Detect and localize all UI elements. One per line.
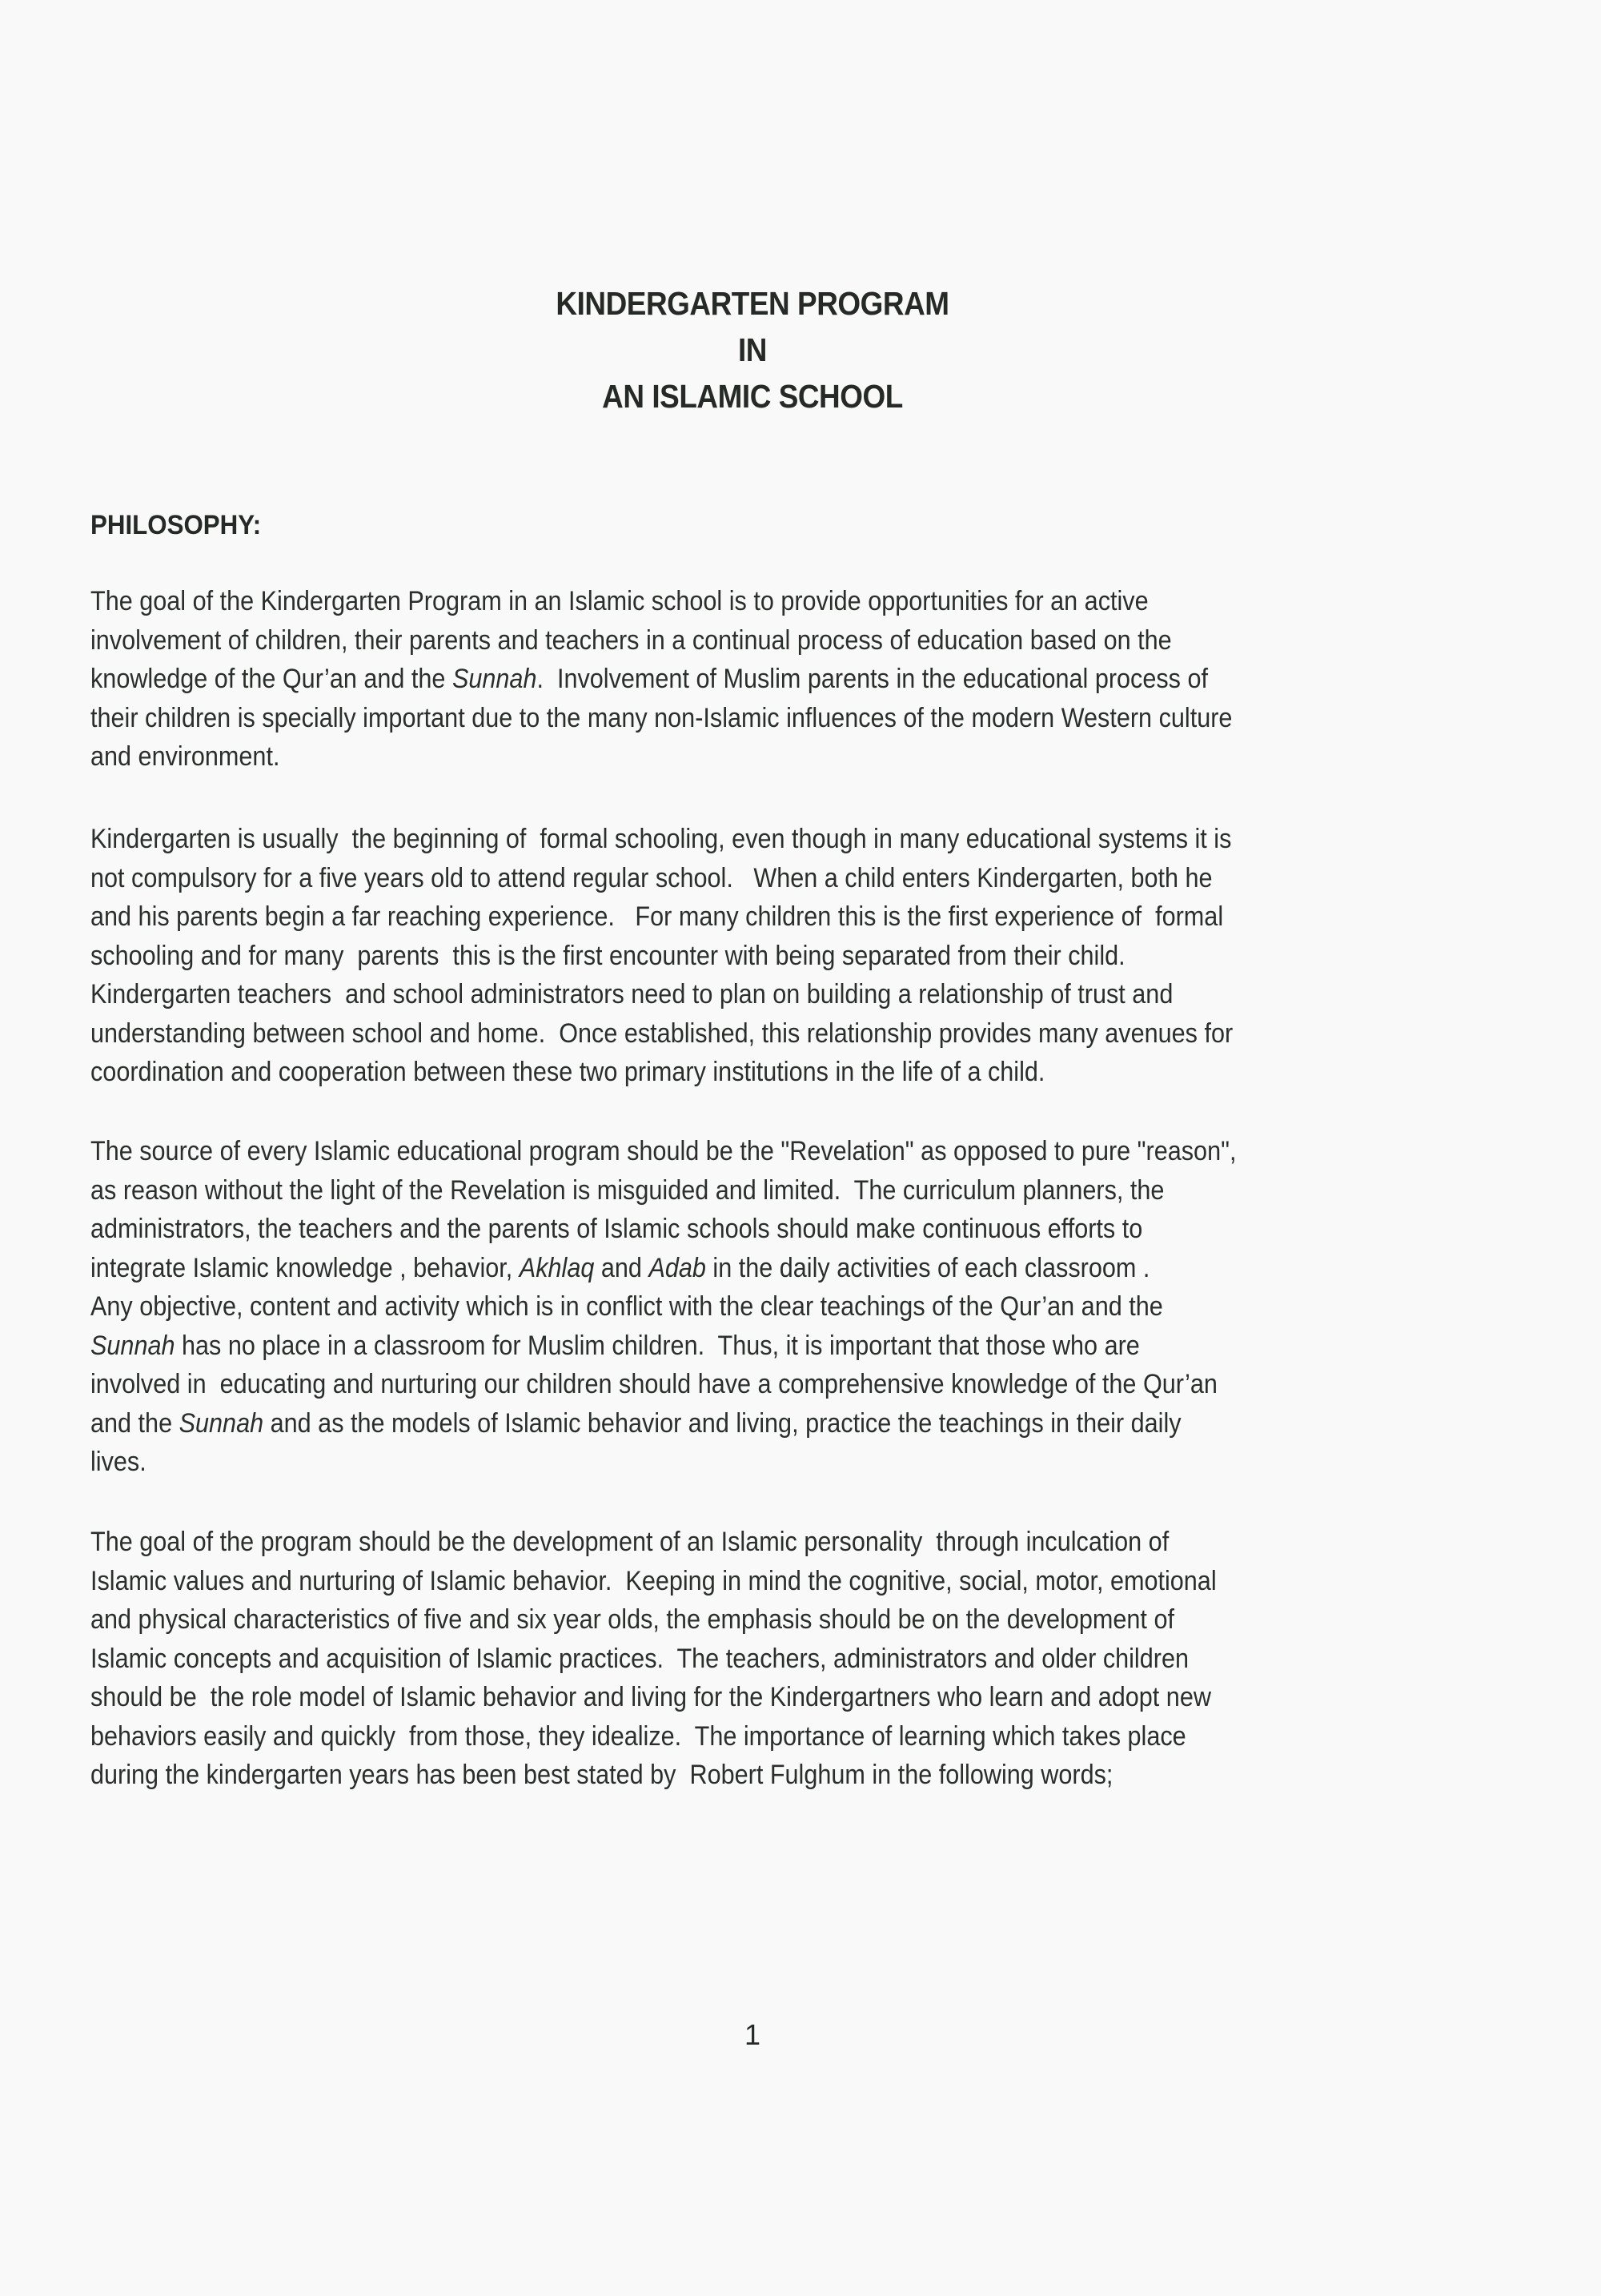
text-line: as reason without the light of the Revelation is misguided and limited. The curriculum planners, the: [90, 1174, 1165, 1206]
text-line: involvement of children, their parents and teachers in a continual process of education based on the: [90, 624, 1172, 656]
italic-term: Sunnah: [451, 664, 537, 694]
text-line: The source of every Islamic educational program should be the "Revelation" as opposed to pure "reason",: [90, 1136, 1237, 1166]
paragraph-3: [90, 1132, 1430, 1482]
text-line: their children is specially important due to the many non-Islamic influences of the modern Western culture: [90, 702, 1233, 733]
section-heading-philosophy: PHILOSOPHY:: [90, 510, 262, 540]
text-line: and his parents begin a far reaching experience. For many children this is the first experience of formal: [90, 901, 1224, 932]
text-line: behaviors easily and quickly from those, they idealize. The importance of learning which takes place: [90, 1720, 1186, 1752]
text-line: Any objective, content and activity which is in conflict with the clear teachings of the Qur’an and the: [90, 1291, 1163, 1322]
text-line: should be the role model of Islamic behavior and living for the Kindergartners who learn and adopt new: [90, 1682, 1211, 1712]
text-line: Kindergarten is usually the beginning of formal schooling, even though in many educational systems it is: [90, 824, 1232, 854]
text-line: Islamic concepts and acquisition of Islamic practices. The teachers, administrators and older children: [90, 1643, 1189, 1674]
text-line: coordination and cooperation between these two primary institutions in the life of a child.: [90, 1057, 1045, 1087]
document-title: [0, 280, 1505, 419]
text-line: lives.: [90, 1447, 146, 1477]
text-line: and physical characteristics of five and six year olds, the emphasis should be on the development of: [90, 1604, 1174, 1635]
text-line: and environment.: [90, 741, 280, 772]
title-line-2: IN: [738, 331, 767, 368]
page-number: 1: [744, 2018, 761, 2051]
italic-term: Akhlaq: [519, 1252, 595, 1283]
italic-term: Adab: [648, 1252, 706, 1283]
title-line-1: KINDERGARTEN PROGRAM: [556, 285, 949, 322]
text-line: knowledge of the Qur’an and the Sunnah. Involvement of Muslim parents in the educational process of: [90, 664, 1208, 694]
text-line: understanding between school and home. Once established, this relationship provides many avenues for: [90, 1018, 1234, 1049]
italic-term: Sunnah: [179, 1407, 264, 1439]
text-line: schooling and for many parents this is the first encounter with being separated from their child.: [90, 940, 1126, 971]
text-line: administrators, the teachers and the parents of Islamic schools should make continuous efforts to: [90, 1214, 1143, 1244]
text-line: Sunnah has no place in a classroom for Muslim children. Thus, it is important that those who are: [90, 1330, 1140, 1361]
text-line: Kindergarten teachers and school administrators need to plan on building a relationship of trust and: [90, 979, 1174, 1010]
text-line: integrate Islamic knowledge , behavior, Akhlaq and Adab in the daily activities of each classroom .: [90, 1252, 1150, 1283]
paragraph-2: [90, 820, 1430, 1092]
text-line: Islamic values and nurturing of Islamic behavior. Keeping in mind the cognitive, social, motor, emotional: [90, 1565, 1217, 1596]
text-line: during the kindergarten years has been best stated by Robert Fulghum in the following words;: [90, 1760, 1113, 1790]
italic-term: Sunnah: [90, 1330, 175, 1361]
title-line-3: AN ISLAMIC SCHOOL: [602, 378, 903, 415]
paragraph-1: [90, 582, 1430, 777]
paragraph-4: [90, 1523, 1430, 1795]
text-line: The goal of the Kindergarten Program in an Islamic school is to provide opportunities for an active: [90, 586, 1149, 616]
text-line: involved in educating and nurturing our children should have a comprehensive knowledge of the Qur’an: [90, 1369, 1218, 1399]
text-line: The goal of the program should be the development of an Islamic personality through inculcation of: [90, 1527, 1170, 1557]
text-line: and the Sunnah and as the models of Islamic behavior and living, practice the teachings in their daily: [90, 1407, 1182, 1439]
text-line: not compulsory for a five years old to attend regular school. When a child enters Kindergarten, both he: [90, 862, 1213, 893]
